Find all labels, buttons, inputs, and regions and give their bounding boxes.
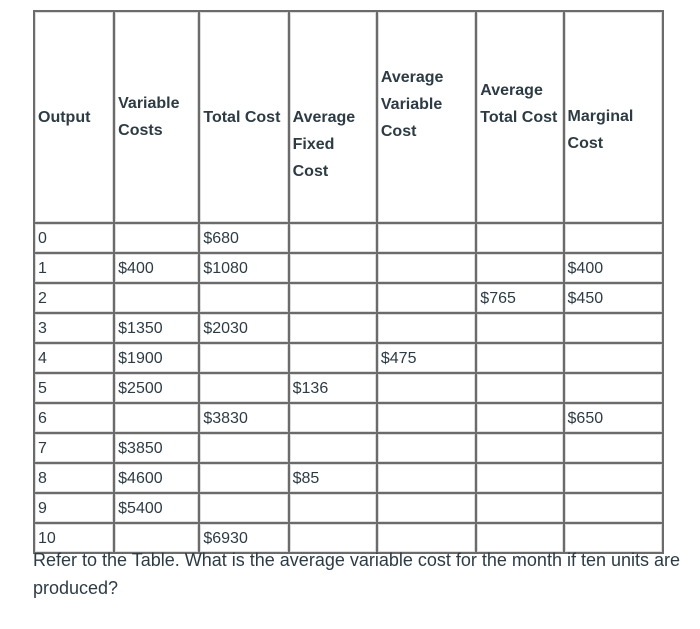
cell-total-cost bbox=[199, 373, 288, 403]
cell-variable-costs bbox=[114, 403, 199, 433]
cell-average-fixed-cost bbox=[289, 253, 377, 283]
cell-marginal-cost bbox=[564, 313, 663, 343]
header-line: Variable bbox=[380, 95, 443, 113]
cell-marginal-cost: $400 bbox=[564, 253, 663, 283]
cell-average-total-cost bbox=[476, 343, 563, 373]
cell-average-total-cost bbox=[476, 373, 563, 403]
cell-variable-costs: $3850 bbox=[114, 433, 199, 463]
cell-variable-costs: $400 bbox=[114, 253, 199, 283]
cell-output: 7 bbox=[34, 433, 114, 463]
cell-marginal-cost bbox=[564, 373, 663, 403]
header-line: Variable bbox=[118, 95, 180, 112]
header-marginal-cost bbox=[564, 11, 663, 223]
cell-average-fixed-cost bbox=[289, 433, 377, 463]
cell-average-total-cost bbox=[476, 403, 563, 433]
cell-output: 4 bbox=[34, 343, 114, 373]
cell-variable-costs: $1900 bbox=[114, 343, 199, 373]
cell-average-fixed-cost bbox=[289, 493, 377, 523]
header-average-total-cost bbox=[476, 11, 563, 223]
cell-average-variable-cost: $475 bbox=[377, 343, 476, 373]
table-row bbox=[34, 403, 663, 433]
cell-variable-costs: $4600 bbox=[114, 463, 199, 493]
cell-marginal-cost: $650 bbox=[564, 403, 663, 433]
cell-average-fixed-cost bbox=[289, 403, 377, 433]
cell-output: 8 bbox=[34, 463, 114, 493]
cell-total-cost: $3830 bbox=[199, 403, 288, 433]
cell-marginal-cost bbox=[564, 463, 663, 493]
cell-total-cost: $1080 bbox=[199, 253, 288, 283]
header-line: Total Cost bbox=[480, 109, 558, 126]
cell-average-total-cost bbox=[476, 433, 563, 463]
cell-output: 10 bbox=[34, 523, 114, 553]
cell-variable-costs: $2500 bbox=[114, 373, 199, 403]
cell-total-cost bbox=[199, 433, 288, 463]
cell-variable-costs: $5400 bbox=[114, 493, 199, 523]
cell-average-fixed-cost: $85 bbox=[289, 463, 377, 493]
header-average-variable-cost bbox=[377, 11, 476, 223]
header-row bbox=[34, 11, 663, 223]
cell-average-total-cost bbox=[476, 253, 563, 283]
cell-output: 5 bbox=[34, 373, 114, 403]
header-line: Fixed bbox=[292, 135, 335, 153]
header-line: Average bbox=[292, 108, 356, 126]
cell-marginal-cost bbox=[564, 493, 663, 523]
cell-average-total-cost bbox=[476, 463, 563, 493]
cell-marginal-cost bbox=[564, 433, 663, 463]
cost-table-container bbox=[33, 10, 664, 554]
cell-output: 2 bbox=[34, 283, 114, 313]
cell-average-total-cost: $765 bbox=[476, 283, 563, 313]
cell-output: 0 bbox=[34, 223, 114, 253]
header-line: Cost bbox=[567, 135, 604, 152]
cell-marginal-cost bbox=[564, 223, 663, 253]
cell-total-cost bbox=[199, 463, 288, 493]
header-output bbox=[34, 11, 114, 223]
cell-average-variable-cost bbox=[377, 433, 476, 463]
cell-total-cost: $2030 bbox=[199, 313, 288, 343]
header-line: Marginal bbox=[567, 108, 634, 125]
table-row bbox=[34, 343, 663, 373]
header-line: Average bbox=[480, 82, 543, 99]
cell-average-variable-cost bbox=[377, 223, 476, 253]
header-average-fixed-cost bbox=[289, 11, 377, 223]
cell-total-cost bbox=[199, 343, 288, 373]
header-variable-costs bbox=[114, 11, 199, 223]
cell-average-variable-cost bbox=[377, 283, 476, 313]
header-output-line: Output bbox=[38, 108, 91, 126]
cell-average-variable-cost bbox=[377, 463, 476, 493]
table-row bbox=[34, 223, 663, 253]
header-line: Cost bbox=[292, 162, 329, 180]
cell-output: 1 bbox=[34, 253, 114, 283]
cell-variable-costs: $1350 bbox=[114, 313, 199, 343]
cell-average-variable-cost bbox=[377, 313, 476, 343]
cell-output: 9 bbox=[34, 493, 114, 523]
cell-output: 6 bbox=[34, 403, 114, 433]
table-body bbox=[34, 223, 663, 553]
cell-average-fixed-cost bbox=[289, 343, 377, 373]
cell-average-total-cost bbox=[476, 223, 563, 253]
cell-variable-costs bbox=[114, 283, 199, 313]
cell-average-fixed-cost bbox=[289, 283, 377, 313]
cell-average-fixed-cost bbox=[289, 313, 377, 343]
cell-average-variable-cost bbox=[377, 253, 476, 283]
cell-average-total-cost bbox=[476, 313, 563, 343]
table-row bbox=[34, 433, 663, 463]
cell-marginal-cost bbox=[564, 343, 663, 373]
cell-average-fixed-cost: $136 bbox=[289, 373, 377, 403]
cell-variable-costs bbox=[114, 223, 199, 253]
header-line: Average bbox=[380, 68, 444, 86]
header-line: Total Cost bbox=[203, 108, 281, 126]
cell-marginal-cost: $450 bbox=[564, 283, 663, 313]
header-line: Cost bbox=[380, 122, 417, 140]
cell-total-cost bbox=[199, 283, 288, 313]
table-row bbox=[34, 493, 663, 523]
header-line: Costs bbox=[118, 122, 163, 139]
cell-total-cost: $680 bbox=[199, 223, 288, 253]
cell-average-total-cost bbox=[476, 493, 563, 523]
table-row bbox=[34, 373, 663, 403]
table-row bbox=[34, 313, 663, 343]
cell-total-cost bbox=[199, 493, 288, 523]
cell-average-fixed-cost bbox=[289, 223, 377, 253]
cell-output: 3 bbox=[34, 313, 114, 343]
table-row bbox=[34, 283, 663, 313]
cell-average-variable-cost bbox=[377, 493, 476, 523]
cell-average-variable-cost bbox=[377, 373, 476, 403]
cost-table bbox=[33, 10, 664, 554]
question-text: Refer to the Table. What is the average variable cost for the month if ten units are produced? bbox=[33, 550, 681, 598]
table-row bbox=[34, 463, 663, 493]
header-total-cost bbox=[199, 11, 288, 223]
cell-total-cost: $6930 bbox=[199, 523, 288, 553]
table-row bbox=[34, 253, 663, 283]
cell-average-variable-cost bbox=[377, 403, 476, 433]
